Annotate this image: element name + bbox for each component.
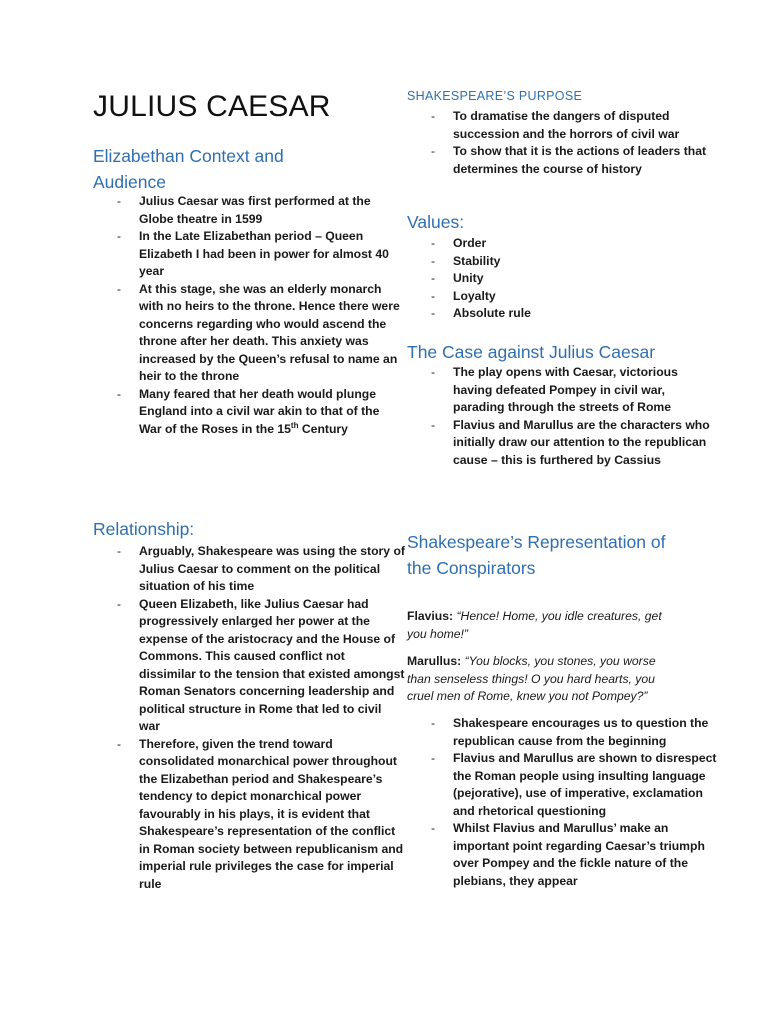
list-item: - Shakespeare encourages us to question the republican cause from the beginning [407,715,719,750]
list-item: - To dramatise the dangers of disputed succession and the horrors of civil war [407,108,719,143]
case-list [407,364,719,469]
marullus-quote [407,653,675,706]
superscript: th [290,420,299,430]
list-item: - Stability [407,253,719,271]
list-item: - Flavius and Marullus are shown to disrespect the Roman people using insulting language (pejorative), use of imperative, exclamation and rhetorical questioning [407,750,719,820]
quote-speaker: Marullus: [407,654,462,668]
list-item [93,386,405,439]
list-item-text: Century [298,421,348,436]
list-item: - Absolute rule [407,305,719,323]
list-item: - Order [407,235,719,253]
quote-speaker: Flavius: [407,609,454,623]
list-item: - Arguably, Shakespeare was using the story of Julius Caesar to comment on the political situation of his time [93,543,405,596]
list-item: - To show that it is the actions of leaders that determines the course of history [407,143,719,178]
relationship-list [93,543,405,893]
context-heading: Elizabethan Context and Audience [93,146,284,192]
list-item: - Therefore, given the trend toward consolidated monarchical power throughout the Elizabethan period and Shakespeare’s tendency to depict monarchical power favourably in his plays, it is evident that Shakespeare’s representation of the conflict in Roman society between republicanism and imperial rule privileges the case for imperial rule [93,736,405,894]
list-item: - The play opens with Caesar, victorious having defeated Pompey in civil war, parading through the streets of Rome [407,364,719,417]
context-list [93,193,405,438]
representation-list [407,715,719,890]
list-item: - Flavius and Marullus are the characters who initially draw our attention to the republican cause – this is furthered by Cassius [407,417,719,470]
list-item: - Julius Caesar was first performed at the Globe theatre in 1599 [93,193,405,228]
quote-text: “You blocks, you stones, you worse than senseless things! O you hard hearts, you cruel men of Rome, knew you not Pompey?” [407,654,656,703]
flavius-quote [407,608,675,643]
list-item: - Whilst Flavius and Marullus’ make an important point regarding Caesar’s triumph over Pompey and the fickle nature of the plebians, they appear [407,820,719,890]
representation-heading: Shakespeare’s Representation of the Conspirators [407,532,666,578]
list-item: - Queen Elizabeth, like Julius Caesar had progressively enlarged her power at the expense of the aristocracy and the House of Commons. This caused conflict not dissimilar to the tension that existed amongst Roman Senators concerning leadership and political structure in Rome that led to civil war [93,596,405,736]
values-heading: Values: [407,212,465,232]
list-item: - Loyalty [407,288,719,306]
purpose-heading: SHAKESPEARE’S PURPOSE [407,89,583,103]
relationship-heading: Relationship: [93,519,195,539]
values-list [407,235,719,323]
page-title: JULIUS CAESAR [93,90,331,123]
quote-text: “Hence! Home, you idle creatures, get you home!” [407,609,662,641]
case-heading: The Case against Julius Caesar [407,342,656,362]
list-item: - At this stage, she was an elderly monarch with no heirs to the throne. Hence there were concerns regarding who would ascend the throne after her death. This anxiety was increased by the Queen’s refusal to name an heir to the throne [93,281,405,386]
list-item: - Unity [407,270,719,288]
list-item: - In the Late Elizabethan period – Queen Elizabeth I had been in power for almost 40 year [93,228,405,281]
list-item-text: Many feared that her death would plunge England into a civil war akin to that of the War of the Roses in the 15 [139,386,380,436]
purpose-list [407,108,719,178]
